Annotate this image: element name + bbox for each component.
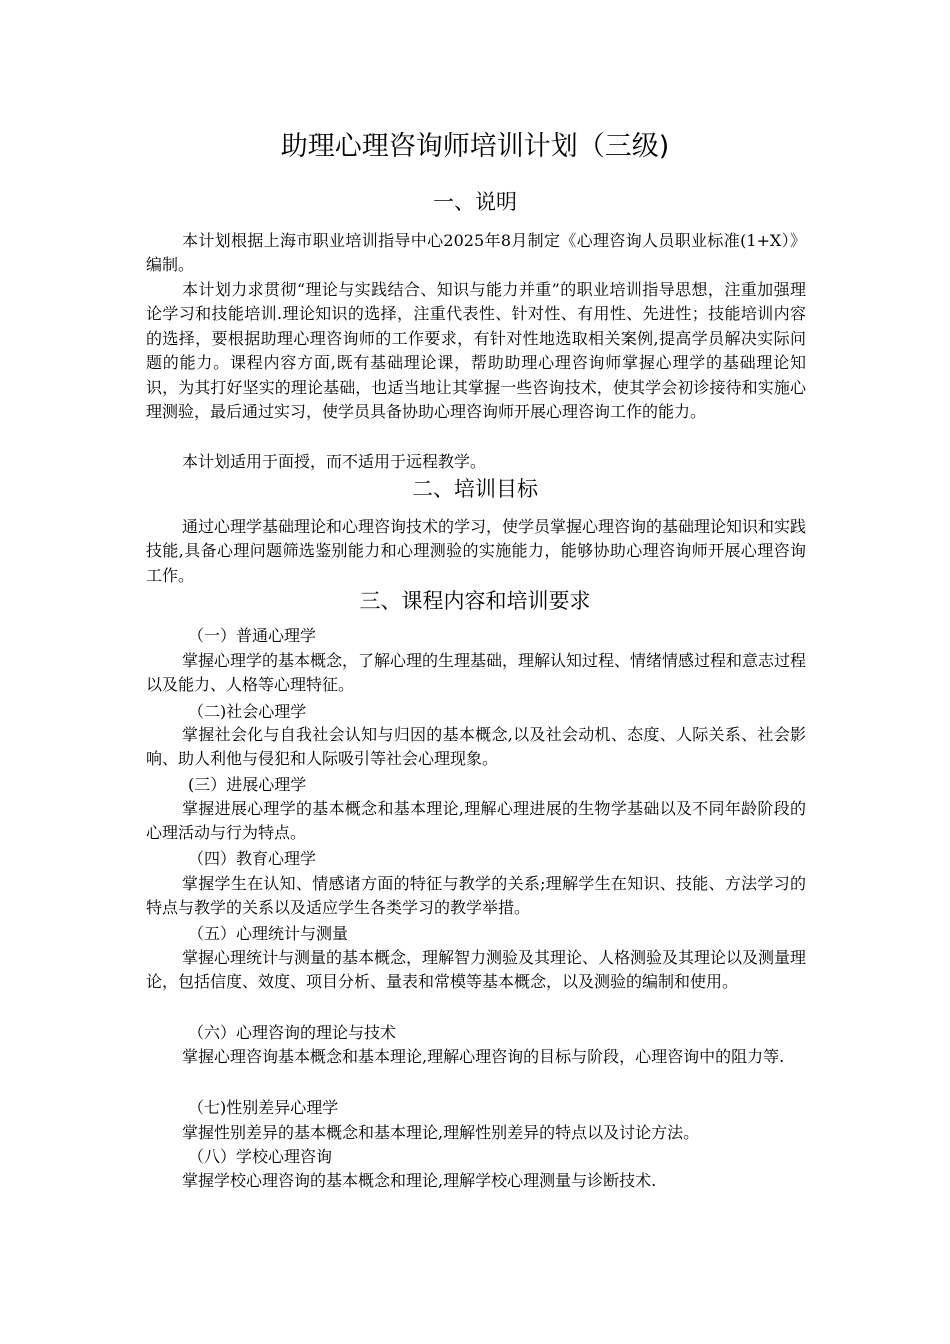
course-title: （五）心理统计与测量 <box>188 924 349 943</box>
section1-paragraph-3: 本计划适用于面授，而不适用于远程教学。 <box>182 452 487 471</box>
course-description: 掌握社会化与自我社会认知与归因的基本概念,以及社会动机、态度、人际关系、社会影响、助人利他与侵犯和人际吸引等社会心理现象。 <box>146 725 806 769</box>
course-title: (三）进展心理学 <box>188 775 307 794</box>
section1-paragraph-2: 本计划力求贯彻“理论与实践结合、知识与能力并重”的职业培训指导思想，注重加强理论学习和技能培训.理论知识的选择，注重代表性、针对性、有用性、先进性；技能培训内容的选择，要根据助理心理咨询师的工作要求，有针对性地选取相关案例,提高学员解决实际问题的能力。课程内容方面,既有基础理论课，帮助助理心理咨询师掌握心理学的基础理论知识，为其打好坚实的理论基础，也适当地让其掌握一些咨询技术，使其学会初诊接待和实施心理测验，最后通过实习，使学员具备协助心理咨询师开展心理咨询工作的能力。 <box>146 280 806 422</box>
course-title: （四）教育心理学 <box>188 849 317 868</box>
course-title: （八）学校心理咨询 <box>188 1147 333 1166</box>
course-description: 掌握心理咨询基本概念和基本理论,理解心理咨询的目标与阶段，心理咨询中的阻力等. <box>182 1047 785 1066</box>
section-heading-training-goals: 二、培训目标 <box>412 477 538 501</box>
course-title: （六）心理咨询的理论与技术 <box>188 1023 397 1042</box>
course-title: （二)社会心理学 <box>188 702 307 721</box>
course-description: 掌握进展心理学的基本概念和基本理论,理解心理进展的生物学基础以及不同年龄阶段的心理活动与行为特点。 <box>146 799 806 843</box>
course-description: 掌握心理学的基本概念，了解心理的生理基础，理解认知过程、情绪情感过程和意志过程以及能力、人格等心理特征。 <box>146 651 807 695</box>
course-title: （七)性别差异心理学 <box>188 1098 339 1117</box>
section2-paragraph-1: 通过心理学基础理论和心理咨询技术的学习，使学员掌握心理咨询的基础理论知识和实践技能,具备心理问题筛选鉴别能力和心理测验的实施能力，能够协助心理咨询师开展心理咨询工作。 <box>146 517 807 585</box>
course-description: 掌握性别差异的基本概念和基本理论,理解性别差异的特点以及讨论方法。 <box>182 1123 700 1142</box>
course-description: 掌握心理统计与测量的基本概念，理解智力测验及其理论、人格测验及其理论以及测量理论，包括信度、效度、项目分析、量表和常模等基本概念，以及测验的编制和使用。 <box>146 948 807 992</box>
section-heading-explanation: 一、说明 <box>433 190 517 214</box>
section1-paragraph-1: 本计划根据上海市职业培训指导中心2025年8月制定《心理咨询人员职业标准(1+X）》编制。 <box>146 231 806 275</box>
course-description: 掌握学校心理咨询的基本概念和理论,理解学校心理测量与诊断技术. <box>182 1171 657 1190</box>
section-heading-course-content: 三、课程内容和培训要求 <box>359 589 591 613</box>
course-title: （一）普通心理学 <box>188 626 317 645</box>
document-title: 助理心理咨询师培训计划（三级) <box>280 131 670 162</box>
course-description: 掌握学生在认知、情感诸方面的特征与教学的关系;理解学生在知识、技能、方法学习的特点与教学的关系以及适应学生各类学习的教学举措。 <box>146 874 806 918</box>
